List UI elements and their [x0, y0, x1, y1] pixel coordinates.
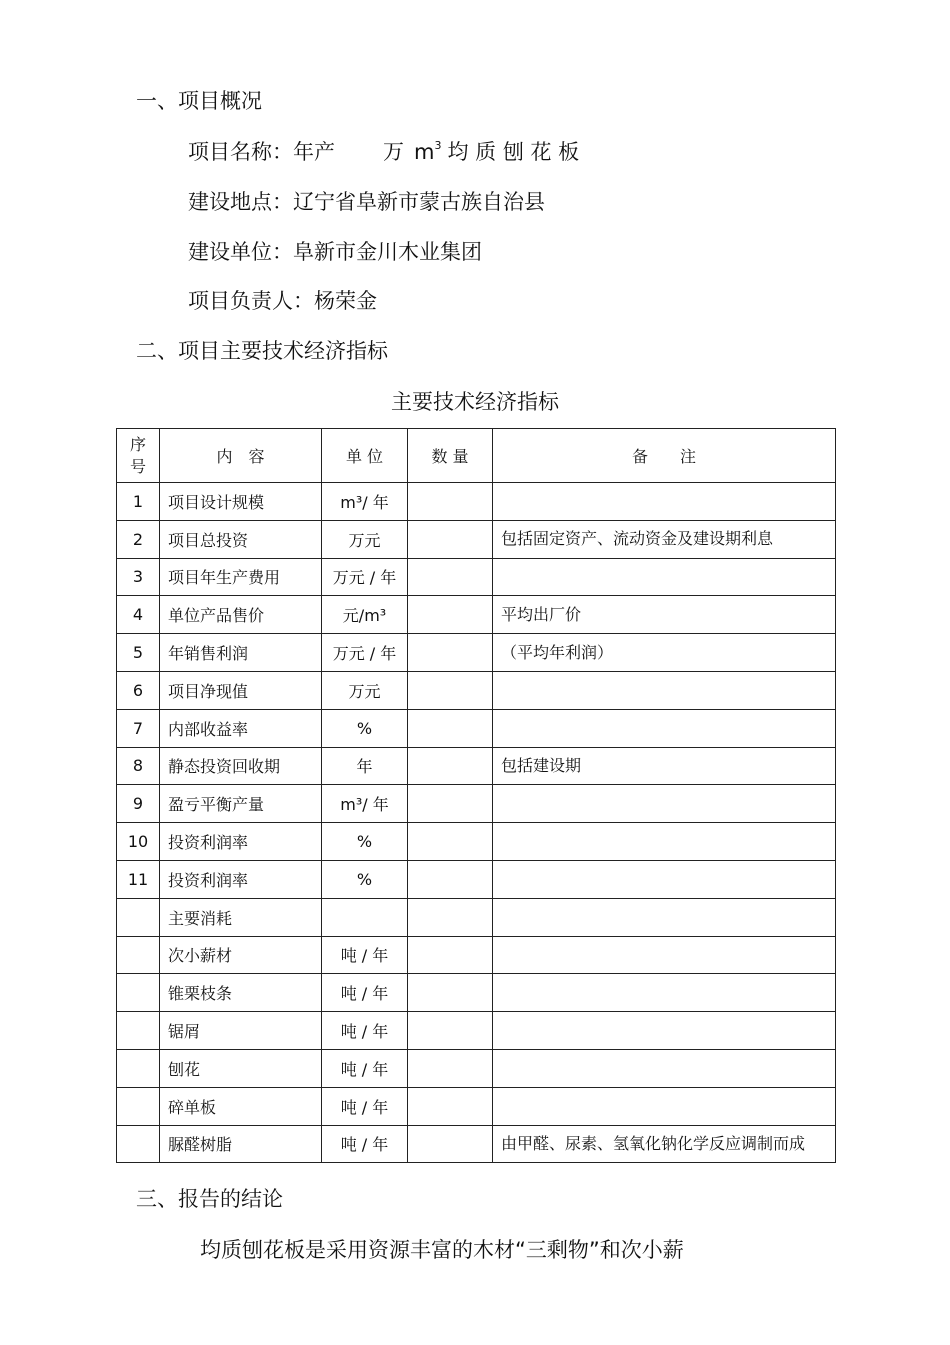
- table-row: [117, 596, 836, 634]
- project-name-wan: 万: [383, 140, 404, 164]
- cell-item: 内部收益率: [160, 709, 322, 747]
- cell-item: 锥栗枝条: [160, 974, 322, 1012]
- cell-note: [493, 785, 836, 823]
- cell-qty: [408, 785, 493, 823]
- cell-unit: 万元: [322, 520, 408, 558]
- cell-item: 次小薪材: [160, 936, 322, 974]
- cell-no: 11: [117, 860, 160, 898]
- cell-item: 脲醛树脂: [160, 1125, 322, 1163]
- table-row: [117, 709, 836, 747]
- header-unit: 单 位: [322, 429, 408, 483]
- conclusion-text: 均质刨花板是采用资源丰富的木材“三剩物”和次小薪: [200, 1238, 684, 1262]
- cell-item: 锯屑: [160, 1012, 322, 1050]
- cell-note: [493, 483, 836, 521]
- header-no-bottom: 号: [129, 456, 146, 476]
- cell-note: [493, 1012, 836, 1050]
- cell-unit: 万元 / 年: [322, 634, 408, 672]
- cell-qty: [408, 596, 493, 634]
- cell-no: [117, 1087, 160, 1125]
- cell-no: 9: [117, 785, 160, 823]
- section3-heading: 三、报告的结论: [136, 1187, 283, 1211]
- cell-qty: [408, 483, 493, 521]
- cell-item: 年销售利润: [160, 634, 322, 672]
- table-row: [117, 1087, 836, 1125]
- table-row: [117, 823, 836, 861]
- cell-note: （平均年利润）: [493, 634, 836, 672]
- cell-note: [493, 898, 836, 936]
- cell-item: 项目设计规模: [160, 483, 322, 521]
- cell-item: 静态投资回收期: [160, 747, 322, 785]
- section2-heading: 二、项目主要技术经济指标: [136, 339, 388, 363]
- cell-no: [117, 1012, 160, 1050]
- cell-qty: [408, 709, 493, 747]
- cell-qty: [408, 860, 493, 898]
- header-no: [117, 429, 160, 483]
- table-title: 主要技术经济指标: [391, 390, 559, 414]
- cell-qty: [408, 671, 493, 709]
- cell-qty: [408, 634, 493, 672]
- cell-note: 由甲醛、尿素、氢氧化钠化学反应调制而成: [493, 1125, 836, 1163]
- header-qty: 数 量: [408, 429, 493, 483]
- header-note: 备 注: [493, 429, 836, 483]
- cell-qty: [408, 558, 493, 596]
- table-row: [117, 520, 836, 558]
- cell-item: 盈亏平衡产量: [160, 785, 322, 823]
- cell-unit: 吨 / 年: [322, 974, 408, 1012]
- cell-no: 1: [117, 483, 160, 521]
- table-row: [117, 860, 836, 898]
- table-row: [117, 1012, 836, 1050]
- project-name-unit-sup: 3: [434, 139, 442, 152]
- cell-no: [117, 974, 160, 1012]
- cell-no: 5: [117, 634, 160, 672]
- cell-qty: [408, 520, 493, 558]
- project-unit: 建设单位：阜新市金川木业集团: [188, 240, 482, 264]
- table-row: [117, 558, 836, 596]
- cell-note: [493, 860, 836, 898]
- cell-qty: [408, 747, 493, 785]
- cell-item: 碎单板: [160, 1087, 322, 1125]
- table-row: [117, 974, 836, 1012]
- table-row: [117, 747, 836, 785]
- table-row: [117, 898, 836, 936]
- project-name-prefix: 年产: [293, 140, 335, 164]
- cell-note: [493, 709, 836, 747]
- cell-qty: [408, 974, 493, 1012]
- cell-no: 2: [117, 520, 160, 558]
- project-leader: 项目负责人：杨荣金: [188, 289, 377, 313]
- cell-qty: [408, 936, 493, 974]
- table-row: [117, 785, 836, 823]
- cell-no: 6: [117, 671, 160, 709]
- indicators-table: [116, 428, 836, 1163]
- cell-unit: 万元: [322, 671, 408, 709]
- cell-no: 3: [117, 558, 160, 596]
- cell-unit: 年: [322, 747, 408, 785]
- cell-qty: [408, 1125, 493, 1163]
- cell-no: [117, 898, 160, 936]
- project-site: 建设地点：辽宁省阜新市蒙古族自治县: [188, 190, 545, 214]
- cell-unit: 吨 / 年: [322, 1087, 408, 1125]
- table-row: [117, 1125, 836, 1163]
- cell-unit: 吨 / 年: [322, 1012, 408, 1050]
- table-row: [117, 634, 836, 672]
- cell-unit: m³/ 年: [322, 785, 408, 823]
- table-header-row: [117, 429, 836, 483]
- table-row: [117, 936, 836, 974]
- cell-note: [493, 823, 836, 861]
- project-name-unit: m: [414, 140, 435, 164]
- cell-no: [117, 1125, 160, 1163]
- cell-qty: [408, 1049, 493, 1087]
- project-name-product: 均 质 刨 花 板: [447, 140, 580, 164]
- cell-no: 7: [117, 709, 160, 747]
- header-no-top: 序: [129, 434, 146, 454]
- cell-unit: %: [322, 709, 408, 747]
- cell-qty: [408, 823, 493, 861]
- cell-unit: 吨 / 年: [322, 1125, 408, 1163]
- cell-note: [493, 671, 836, 709]
- cell-note: [493, 974, 836, 1012]
- cell-note: [493, 1087, 836, 1125]
- section1-heading: 一、项目概况: [136, 89, 262, 113]
- cell-qty: [408, 898, 493, 936]
- cell-unit: [322, 898, 408, 936]
- header-content: 内 容: [160, 429, 322, 483]
- project-name-line: [188, 139, 579, 165]
- cell-unit: m³/ 年: [322, 483, 408, 521]
- cell-item: 项目年生产费用: [160, 558, 322, 596]
- project-name-label: 项目名称：: [188, 140, 293, 164]
- cell-note: [493, 1049, 836, 1087]
- cell-note: 平均出厂价: [493, 596, 836, 634]
- cell-note: 包括固定资产、流动资金及建设期利息: [493, 520, 836, 558]
- cell-item: 主要消耗: [160, 898, 322, 936]
- cell-unit: 元/m³: [322, 596, 408, 634]
- cell-note: [493, 558, 836, 596]
- table-row: [117, 483, 836, 521]
- table-row: [117, 671, 836, 709]
- cell-unit: 吨 / 年: [322, 936, 408, 974]
- cell-note: [493, 936, 836, 974]
- cell-item: 单位产品售价: [160, 596, 322, 634]
- cell-qty: [408, 1087, 493, 1125]
- cell-note: 包括建设期: [493, 747, 836, 785]
- cell-unit: 万元 / 年: [322, 558, 408, 596]
- cell-unit: %: [322, 823, 408, 861]
- cell-no: 10: [117, 823, 160, 861]
- cell-item: 刨花: [160, 1049, 322, 1087]
- cell-item: 投资利润率: [160, 860, 322, 898]
- cell-unit: %: [322, 860, 408, 898]
- cell-no: 8: [117, 747, 160, 785]
- cell-no: [117, 1049, 160, 1087]
- table-row: [117, 1049, 836, 1087]
- cell-item: 投资利润率: [160, 823, 322, 861]
- cell-qty: [408, 1012, 493, 1050]
- cell-unit: 吨 / 年: [322, 1049, 408, 1087]
- cell-no: 4: [117, 596, 160, 634]
- cell-item: 项目总投资: [160, 520, 322, 558]
- cell-no: [117, 936, 160, 974]
- cell-item: 项目净现值: [160, 671, 322, 709]
